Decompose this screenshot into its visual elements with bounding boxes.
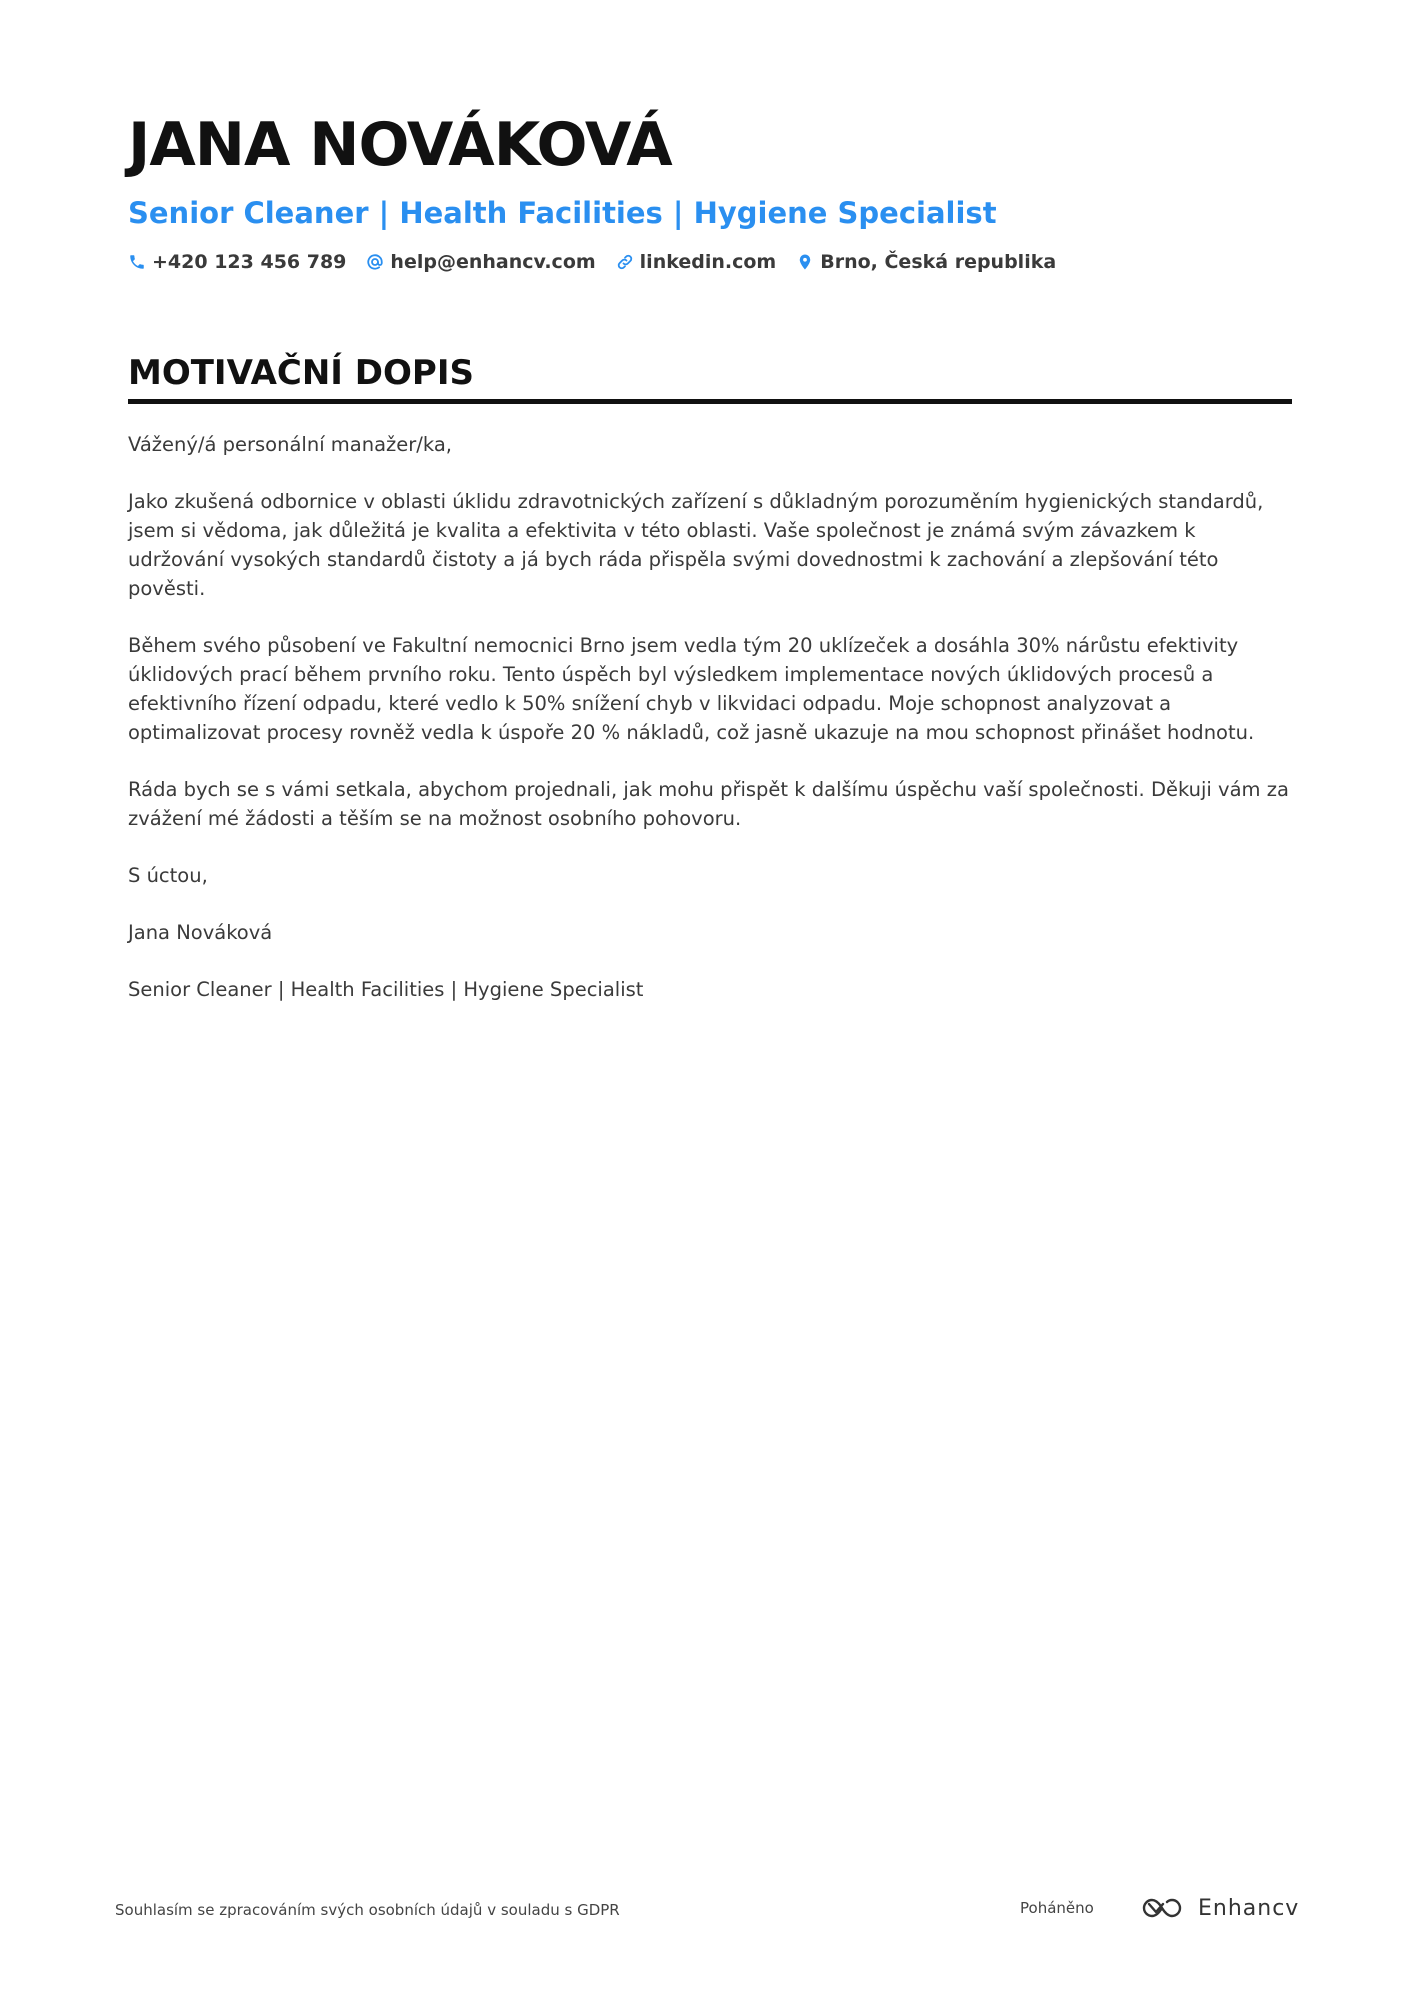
- letter-closing: S úctou,: [128, 864, 208, 887]
- cover-letter-page: [128, 105, 1292, 1032]
- page-footer: [115, 1895, 1300, 1925]
- contact-location: [796, 251, 1056, 273]
- signature-name: Jana Nováková: [128, 921, 273, 944]
- letter-paragraph: Během svého působení ve Fakultní nemocnici Brno jsem vedla tým 20 uklízeček a dosáhla 30% nárůstu efektivity úklidových prací během prvního roku. Tento úspěch byl výsledkem implementace nových úklidových procesů a efektivního řízení odpadu, které vedlo k 50% snížení chyb v likvidaci odpadu. Moje schopnost analyzovat a optimalizovat procesy rovněž vedla k úspoře 20 % nákladů, což jasně ukazuje na mou schopnost přinášet hodnotu.: [128, 634, 1255, 744]
- section-title: MOTIVAČNÍ DOPIS: [128, 351, 1292, 404]
- candidate-name: JANA NOVÁKOVÁ: [128, 110, 672, 180]
- contact-linkedin-text: linkedin.com: [639, 251, 777, 273]
- candidate-title: Senior Cleaner | Health Facilities | Hygiene Specialist: [128, 196, 997, 230]
- contact-linkedin[interactable]: [616, 251, 777, 273]
- brand-logo[interactable]: [1140, 1895, 1299, 1921]
- enhancv-logo-icon: [1140, 1895, 1186, 1921]
- contact-row: [128, 251, 1292, 273]
- location-pin-icon: [796, 253, 814, 271]
- signature-title: Senior Cleaner | Health Facilities | Hygiene Specialist: [128, 978, 644, 1001]
- contact-email[interactable]: [366, 251, 595, 273]
- powered-by-label: Poháněno: [1020, 1899, 1094, 1917]
- link-icon: [616, 253, 634, 271]
- phone-icon: [128, 253, 146, 271]
- letter-paragraph: Ráda bych se s vámi setkala, abychom projednali, jak mohu přispět k dalšímu úspěchu vaší společnosti. Děkuji vám za zvážení mé žádosti a těším se na možnost osobního pohovoru.: [128, 778, 1289, 830]
- brand-name: Enhancv: [1198, 1895, 1300, 1921]
- contact-phone-text: +420 123 456 789: [152, 251, 347, 273]
- contact-email-text: help@enhancv.com: [390, 251, 596, 273]
- gdpr-consent: Souhlasím se zpracováním svých osobních údajů v souladu s GDPR: [115, 1901, 620, 1919]
- at-icon: [366, 253, 384, 271]
- contact-phone[interactable]: [128, 251, 346, 273]
- contact-location-text: Brno, Česká republika: [820, 251, 1057, 273]
- letter-body: [128, 430, 1292, 1004]
- letter-paragraph: Jako zkušená odbornice v oblasti úklidu zdravotnických zařízení s důkladným porozuměním hygienických standardů, jsem si vědoma, jak důležitá je kvalita a efektivita v této oblasti. Vaše společnost je známá svým závazkem k udržování vysokých standardů čistoty a já bych ráda přispěla svými dovednostmi k zachování a zlepšování této pověsti.: [128, 490, 1264, 600]
- letter-salutation: Vážený/á personální manažer/ka,: [128, 433, 452, 456]
